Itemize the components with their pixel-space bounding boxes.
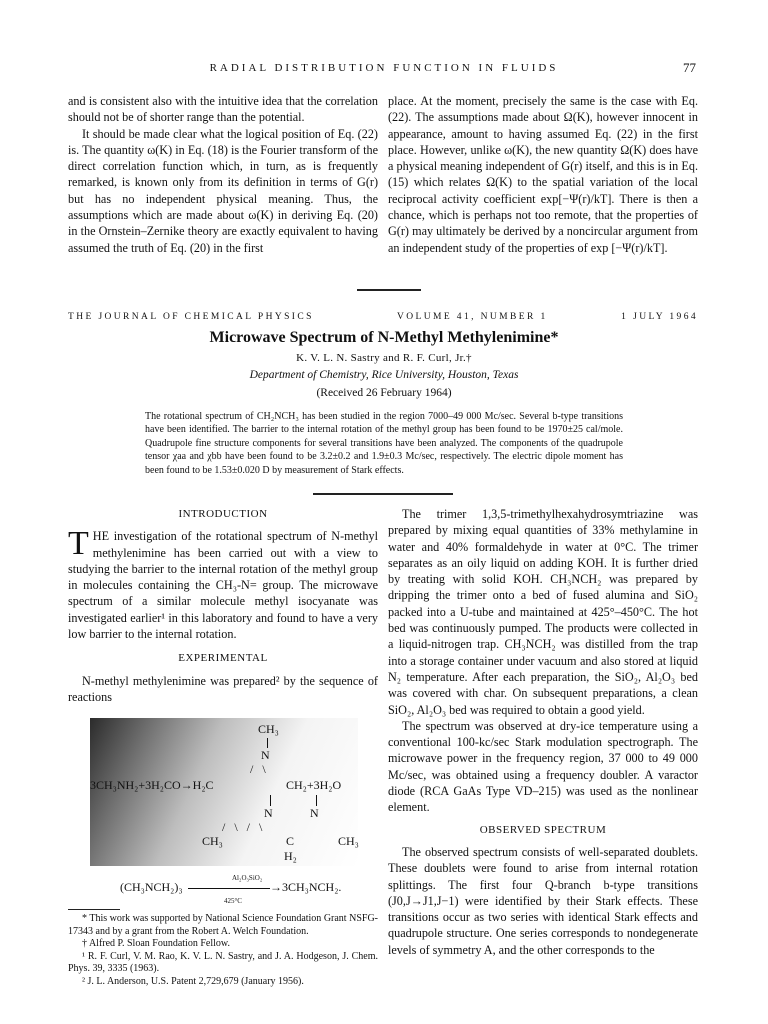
bond-line	[267, 738, 268, 748]
page-number: 77	[683, 60, 696, 75]
paragraph: and is consistent also with the intuitive idea that the correlation should not be of shorter range than the potential.	[68, 94, 378, 125]
abstract	[145, 410, 623, 477]
reaction-reactants: 3CH₃NH₂+3H₂CO→H₂C	[90, 778, 214, 792]
running-head: RADIAL DISTRIBUTION FUNCTION IN FLUIDS	[209, 62, 559, 74]
drop-cap: T	[68, 525, 89, 563]
paragraph: The observed spectrum consists of well-separated doublets. These doublets were found to arise from internal rotation splittings. The first four Q-branch b-type transitions (J0,J→J1,J−1) were identified by their Stark effects. These transitions occur as two series with identical Stark effects and quadrupole structure. One series corresponds to nondegenerate levels of symmetry A, and the other corresponds to the	[388, 844, 698, 957]
bond-slash: / \	[250, 762, 266, 776]
footnote: ¹ R. F. Curl, V. M. Rao, K. V. L. N. Sastry, and J. A. Hodgeson, J. Chem. Phys. 39, 3335 (1963).	[68, 950, 378, 975]
paragraph: The spectrum was observed at dry-ice temperature using a conventional 100-kc/sec Stark modulation spectrograph. The microwave power in the frequency region, 37 000 to 49 000 Mc/sec, was obtained using a frequency doubler. A varactor diode (RCA GaAs Type VD–215) was used as the nonlinear element.	[388, 718, 698, 815]
article-title: Microwave Spectrum of N-Methyl Methylenimine*	[209, 329, 559, 346]
received-date: (Received 26 February 1964)	[316, 387, 452, 399]
footnote-separator	[68, 909, 120, 910]
authors: K. V. L. N. Sastry and R. F. Curl, Jr.†	[296, 352, 472, 364]
left-column	[68, 506, 378, 705]
nitrogen-right: N	[310, 806, 319, 820]
reaction-products: CH₂+3H₂O	[286, 778, 342, 792]
product-formula: →3CH₃NCH₂.	[270, 880, 342, 894]
affiliation: Department of Chemistry, Rice University, Houston, Texas	[249, 369, 519, 381]
previous-article-left-column	[68, 93, 378, 256]
article-separator	[357, 289, 421, 291]
section-heading-observed-spectrum: OBSERVED SPECTRUM	[479, 823, 607, 836]
abstract-separator	[313, 493, 453, 495]
trimer-formula: (CH₃NCH₂)₃	[120, 880, 183, 894]
methyl-group-right: CH₃	[338, 834, 359, 848]
experimental-text: N-methyl methylenimine was prepared² by the sequence of reactions	[68, 673, 378, 704]
footnote: † Alfred P. Sloan Foundation Fellow.	[82, 938, 230, 950]
footnote: * This work was supported by National Science Foundation Grant NSFG-17343 and by a grant from the Robert A. Welch Foundation.	[68, 913, 378, 937]
bond-line	[316, 795, 317, 806]
catalyst-label: Al₂O₃SiO₂	[232, 874, 263, 882]
carbon-bottom: C	[286, 834, 295, 848]
paragraph: place. At the moment, precisely the same is the case with Eq. (22). The assumptions made about Ω(K), however innocent in appearance, amount to having assumed Eq. (22) in the first place. However, unlike ω(K), the new quantity Ω(K) does have a physical meaning independent of G(r) itself, and this is in Eq. (15) which relates Ω(K) to the spatial variation of the local reciprocal activity coefficient exp[−Ψ(r)/kT]. There is then a chance, which is perhaps not too remote, that the properties of G(r) may ultimately be derived by a noncircular argument from an independent study of the properties of exp [−Ψ(r)/kT].	[388, 94, 698, 255]
paragraph: It should be made clear what the logical position of Eq. (22) is. The quantity ω(K) in Eq. (18) is the Fourier transform of the direct correlation function which, in turn, as is frequently remarked, is known only from its definition in terms of G(r) but has no independent physical meaning. Thus, the assumptions which are made about ω(K) in deriving Eq. (20) in the Ornstein–Zernike theory are exactly equivalent to having assumed the truth of Eq. (20) in the first	[68, 126, 378, 255]
nitrogen-top: N	[261, 748, 270, 762]
section-heading-introduction: INTRODUCTION	[178, 508, 268, 520]
nitrogen-left: N	[264, 806, 273, 820]
previous-article-right-column	[388, 93, 698, 256]
reaction-arrow-line	[188, 888, 270, 889]
right-column	[388, 506, 698, 958]
journal-volume: VOLUME 41, NUMBER 1	[397, 312, 548, 322]
methyl-group-top: CH₃	[258, 722, 279, 736]
temperature-label: 425°C	[224, 897, 242, 905]
journal-name: THE JOURNAL OF CHEMICAL PHYSICS	[68, 312, 314, 322]
methyl-group-left: CH₃	[202, 834, 223, 848]
section-heading-experimental: EXPERIMENTAL	[178, 652, 268, 665]
abstract-text: The rotational spectrum of CH₂NCH₃ has been studied in the region 7000–49 000 Mc/sec. Several b-type transitions have been identified. The barrier to the internal rotation of the methyl group has been found to be 1970±25 cal/mole. Quadrupole fine structure components for several transitions have been analyzed. The components of the quadrupole tensor χaa and χbb have been found to be 3.2±0.2 and 1.9±0.3 Mc/sec, respectively. The electric dipole moment has been found to be 1.53±0.020 D by measurement of Stark effects.	[145, 411, 623, 476]
bond-slash: / \ / \	[222, 820, 263, 834]
footnote: ² J. L. Anderson, U.S. Patent 2,729,679 (January 1956).	[82, 975, 304, 987]
paragraph: The trimer 1,3,5-trimethylhexahydrosymtriazine was prepared by mixing equal quantities of 33% methylamine in water and 40% formaldehyde in water at 0°C. The trimer separates as an oily liquid on adding KOH. It is further dried by treating with solid KOH. CH₃NCH₂ was prepared by dripping the trimer onto a bed of fused alumina and SiO₂ packed into a U-tube and maintained at 425°–450°C. The hot bed was continuously pumped. The products were collected in a liquid-nitrogen trap. CH₃NCH₂ was distilled from the trap into a storage container under vacuum and also stored at liquid N₂ temperature. After each preparation, the SiO₂, Al₂O₃ bed was covered with char. On subsequent preparations, a clean SiO₂, Al₂O₃ bed was required to obtain a good yield.	[388, 507, 698, 717]
hydrogen-bottom: H₂	[284, 849, 297, 863]
reaction-scheme-figure	[90, 718, 358, 866]
footnotes	[68, 913, 378, 989]
introduction-text: HE investigation of the rotational spectrum of N-methyl methylenimine has been carried out with a view to studying the barrier to the internal rotation of the methyl group in molecules containing the CH₃-N= group. The microwave spectrum of a similar molecule methyl isocyanate was investigated earlier¹ in this laboratory and found to have a very low barrier to the internal rotation.	[68, 529, 378, 642]
bond-line	[270, 795, 271, 806]
journal-date: 1 JULY 1964	[621, 312, 698, 322]
